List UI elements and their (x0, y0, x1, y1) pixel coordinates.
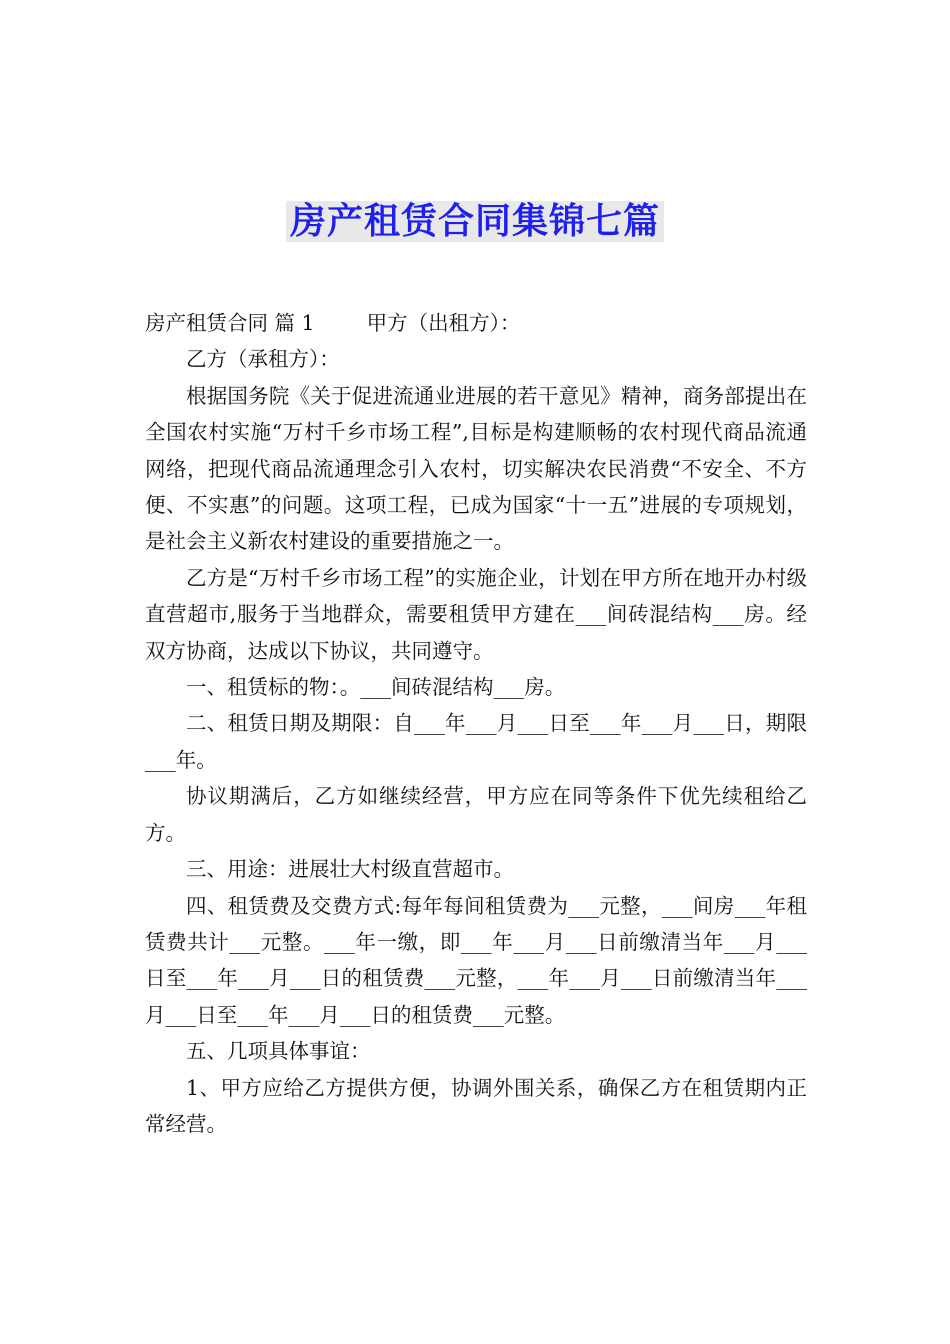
paragraph-background: 根据国务院《关于促进流通业进展的若干意见》精神，商务部提出在全国农村实施“万村千乡市场工程”,目标是构建顺畅的农村现代商品流通网络，把现代商品流通理念引入农村，切实解决农民消费“不安全、不方便、不实惠”的问题。这项工程，已成为国家“十一五”进展的专项规划，是社会主义新农村建设的重要措施之一。 (145, 383, 807, 554)
contract-heading: 房产租赁合同 篇 1 (145, 311, 315, 335)
clause-4-rent: 四、租赁费及交费方式:每年每间租赁费为___元整，___间房___年租赁费共计___元整。___年一缴，即___年___月___日前缴清当年___月___日至___年___月___日的租赁费___元整，___年___月___日前缴清当年___月___日至___年___月___日的租赁费___元整。 (145, 893, 807, 1027)
clause-1-subject: 一、租赁标的物：。___间砖混结构___房。 (186, 675, 566, 700)
clause-3-use: 三、用途：进展壮大村级直营超市。 (186, 857, 514, 882)
clause-2-term: 二、租赁日期及期限：自___年___月___日至___年___月___日，期限___年。 (145, 711, 807, 772)
paragraph-purpose: 乙方是“万村千乡市场工程”的实施企业，计划在甲方所在地开办村级直营超市,服务于当地群众，需要租赁甲方建在___间砖混结构___房。经双方协商，达成以下协议，共同遵守。 (145, 565, 807, 663)
document-title-text: 房产租赁合同集锦七篇 (286, 201, 664, 242)
clause-5-matters: 五、几项具体事谊： (186, 1039, 371, 1064)
contract-heading-line (145, 305, 807, 341)
party-b-label: 乙方（承租方）： (186, 347, 340, 372)
document-body (145, 305, 807, 1142)
document-title (0, 196, 950, 248)
clause-renewal: 协议期满后，乙方如继续经营，甲方应在同等条件下优先续租给乙方。 (145, 784, 807, 845)
party-a-label: 甲方（出租方）： (366, 311, 521, 335)
clause-5-item-1: 1、甲方应给乙方提供方便，协调外围关系，确保乙方在租赁期内正常经营。 (145, 1075, 807, 1136)
